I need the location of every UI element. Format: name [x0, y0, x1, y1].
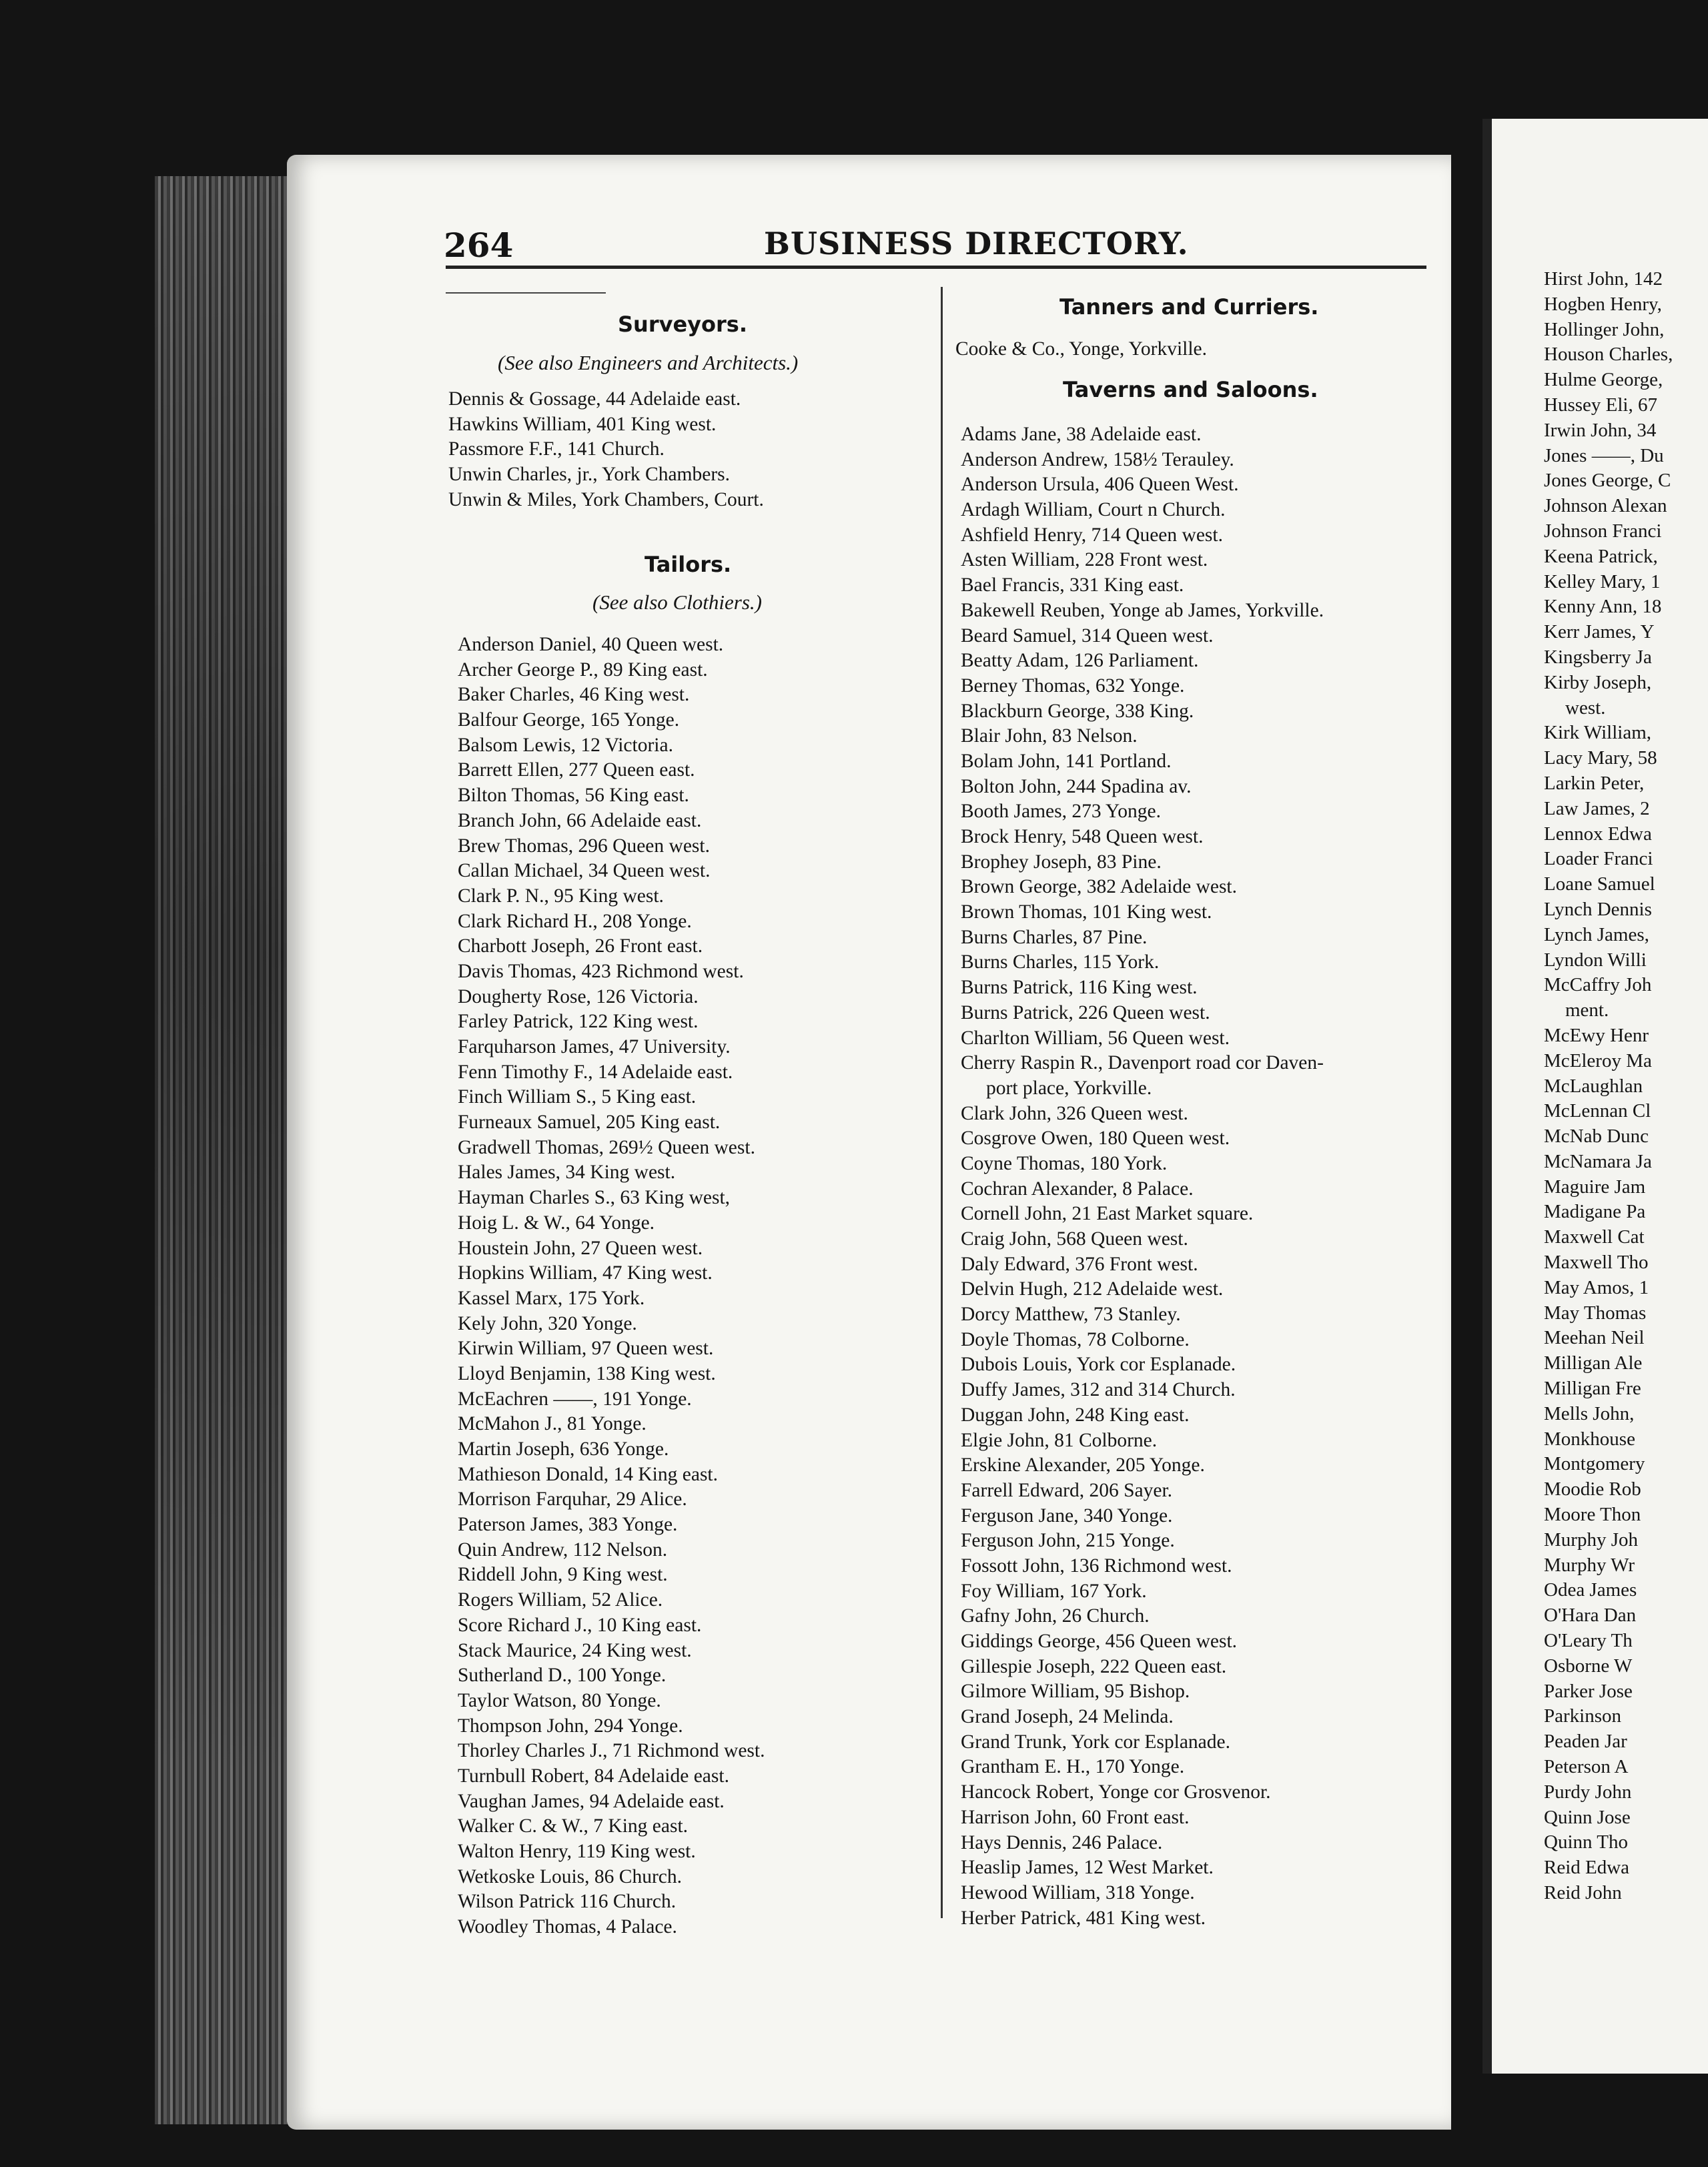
directory-entry: Baker Charles, 46 King west. [458, 684, 690, 706]
directory-entry: Loane Samuel [1544, 873, 1655, 895]
directory-entry: Thompson John, 294 Yonge. [458, 1715, 683, 1737]
directory-entry: Kirwin William, 97 Queen west. [458, 1338, 714, 1360]
directory-entry: Hays Dennis, 246 Palace. [961, 1831, 1163, 1853]
directory-entry: Coyne Thomas, 180 York. [961, 1152, 1168, 1174]
directory-entry: McNamara Ja [1544, 1150, 1652, 1172]
directory-entry: Wetkoske Louis, 86 Church. [458, 1865, 683, 1887]
directory-entry: Herber Patrick, 481 King west. [961, 1907, 1206, 1929]
directory-entry: Sutherland D., 100 Yonge. [458, 1665, 667, 1687]
directory-entry: Ferguson John, 215 Yonge. [961, 1530, 1175, 1552]
directory-entry: Riddell John, 9 King west. [458, 1564, 668, 1586]
directory-entry: Balsom Lewis, 12 Victoria. [458, 734, 673, 756]
directory-entry: Loader Franci [1544, 848, 1653, 870]
directory-entry: Parker Jose [1544, 1680, 1633, 1702]
directory-entry: Reid Edwa [1544, 1857, 1630, 1879]
directory-entry: Asten William, 228 Front west. [961, 549, 1208, 571]
directory-entry: Martin Joseph, 636 Yonge. [458, 1438, 669, 1460]
directory-entry: Callan Michael, 34 Queen west. [458, 860, 711, 882]
directory-entry: Maxwell Tho [1544, 1252, 1649, 1274]
directory-entry: McEleroy Ma [1544, 1049, 1652, 1071]
directory-entry: Booth James, 273 Yonge. [961, 801, 1161, 823]
section-heading-taverns: Taverns and Saloons. [1063, 377, 1318, 402]
directory-entry: Delvin Hugh, 212 Adelaide west. [961, 1278, 1224, 1300]
directory-entry: Quin Andrew, 112 Nelson. [458, 1539, 668, 1561]
directory-entry: Wilson Patrick 116 Church. [458, 1891, 677, 1913]
directory-entry: Hayman Charles S., 63 King west, [458, 1187, 731, 1209]
directory-entry: Burns Charles, 115 York. [961, 951, 1160, 973]
directory-entry: Kassel Marx, 175 York. [458, 1287, 645, 1309]
directory-entry: Kerr James, Y [1544, 621, 1655, 643]
directory-entry: Kelley Mary, 1 [1544, 570, 1661, 592]
section-heading-tanners: Tanners and Curriers. [1059, 294, 1319, 320]
directory-entry: Clark Richard H., 208 Yonge. [458, 910, 692, 932]
directory-entry: Kenny Ann, 18 [1544, 596, 1662, 618]
directory-entry: Gafny John, 26 Church. [961, 1605, 1150, 1627]
directory-entry: McEwy Henr [1544, 1024, 1649, 1046]
directory-entry: Thorley Charles J., 71 Richmond west. [458, 1740, 765, 1762]
directory-entry: Cherry Raspin R., Davenport road cor Daven- [961, 1052, 1324, 1074]
directory-entry: Lynch James, [1544, 923, 1649, 945]
directory-entry: Jones ——, Du [1544, 444, 1664, 466]
directory-entry: Davis Thomas, 423 Richmond west. [458, 960, 744, 982]
facing-page-fragment [1482, 119, 1708, 2074]
column-divider [941, 287, 943, 1918]
directory-entry: Fossott John, 136 Richmond west. [961, 1555, 1232, 1577]
directory-entry: Balfour George, 165 Yonge. [458, 709, 680, 731]
directory-entry: McMahon J., 81 Yonge. [458, 1413, 647, 1435]
directory-entry: Anderson Andrew, 158½ Terauley. [961, 448, 1234, 470]
directory-entry: Johnson Franci [1544, 520, 1662, 542]
directory-entry: Dorcy Matthew, 73 Stanley. [961, 1304, 1181, 1326]
directory-entry: Stack Maurice, 24 King west. [458, 1639, 692, 1661]
directory-entry: Brophey Joseph, 83 Pine. [961, 851, 1162, 873]
directory-entry: Doyle Thomas, 78 Colborne. [961, 1328, 1190, 1350]
directory-entry: Hancock Robert, Yonge cor Grosvenor. [961, 1781, 1271, 1803]
directory-entry: Hogben Henry, [1544, 293, 1662, 315]
directory-entry: ment. [1565, 999, 1609, 1021]
directory-entry: Daly Edward, 376 Front west. [961, 1253, 1198, 1275]
directory-entry: Maguire Jam [1544, 1176, 1646, 1198]
facing-page-list [1544, 267, 1673, 1906]
directory-entry: Osborne W [1544, 1655, 1633, 1677]
taverns-list [961, 422, 1324, 1931]
directory-entry: Maxwell Cat [1544, 1226, 1645, 1248]
directory-entry: Hales James, 34 King west. [458, 1162, 676, 1184]
directory-entry: west. [1565, 697, 1606, 719]
directory-entry: Clark John, 326 Queen west. [961, 1102, 1188, 1124]
directory-entry: McEachren ——, 191 Yonge. [458, 1388, 692, 1410]
directory-entry: Charbott Joseph, 26 Front east. [458, 935, 703, 957]
directory-entry: Branch John, 66 Adelaide east. [458, 809, 702, 831]
directory-entry: Giddings George, 456 Queen west. [961, 1631, 1238, 1652]
directory-entry: Cornell John, 21 East Market square. [961, 1203, 1254, 1225]
directory-entry: Murphy Joh [1544, 1529, 1638, 1551]
directory-entry: Monkhouse [1544, 1428, 1635, 1450]
directory-entry: Kely John, 320 Yonge. [458, 1312, 637, 1334]
directory-entry: Larkin Peter, [1544, 772, 1645, 794]
directory-entry: Duffy James, 312 and 314 Church. [961, 1379, 1236, 1401]
directory-entry: Cosgrove Owen, 180 Queen west. [961, 1128, 1230, 1150]
directory-entry: Purdy John [1544, 1781, 1632, 1803]
directory-entry: Grand Trunk, York cor Esplanade. [961, 1731, 1230, 1753]
directory-entry: Houstein John, 27 Queen west. [458, 1237, 703, 1259]
directory-entry: Passmore F.F., 141 Church. [448, 438, 665, 460]
directory-entry: Craig John, 568 Queen west. [961, 1228, 1188, 1250]
directory-entry: Gradwell Thomas, 269½ Queen west. [458, 1136, 755, 1158]
directory-entry: Woodley Thomas, 4 Palace. [458, 1916, 677, 1938]
directory-entry: Quinn Tho [1544, 1831, 1628, 1853]
directory-entry: Lyndon Willi [1544, 949, 1647, 971]
directory-entry: Hussey Eli, 67 [1544, 394, 1657, 416]
directory-entry: Montgomery [1544, 1453, 1645, 1475]
directory-entry: Taylor Watson, 80 Yonge. [458, 1689, 661, 1711]
page-number: 264 [444, 226, 514, 265]
directory-entry: Brown George, 382 Adelaide west. [961, 876, 1238, 898]
directory-entry: Hewood William, 318 Yonge. [961, 1881, 1195, 1903]
directory-entry: Hirst John, 142 [1544, 268, 1663, 290]
directory-entry: Odea James [1544, 1579, 1637, 1601]
directory-entry: Hulme George, [1544, 369, 1663, 391]
directory-entry: Walton Henry, 119 King west. [458, 1841, 696, 1862]
directory-entry: Finch William S., 5 King east. [458, 1086, 697, 1108]
directory-entry: Barrett Ellen, 277 Queen east. [458, 759, 695, 781]
directory-entry: Archer George P., 89 King east. [458, 659, 708, 681]
directory-entry: Erskine Alexander, 205 Yonge. [961, 1454, 1205, 1476]
directory-entry: O'Leary Th [1544, 1630, 1633, 1652]
directory-entry: Meehan Neil [1544, 1327, 1645, 1349]
directory-entry: Johnson Alexan [1544, 495, 1667, 517]
header-rule-short [446, 292, 606, 294]
directory-entry: Hawkins William, 401 King west. [448, 413, 717, 435]
directory-entry: Cochran Alexander, 8 Palace. [961, 1178, 1194, 1200]
directory-entry: Paterson James, 383 Yonge. [458, 1514, 678, 1536]
directory-entry: Charlton William, 56 Queen west. [961, 1027, 1230, 1049]
directory-entry: Foy William, 167 York. [961, 1580, 1147, 1602]
directory-entry: Farquharson James, 47 University. [458, 1036, 731, 1057]
directory-entry: Ardagh William, Court n Church. [961, 499, 1226, 521]
directory-entry: Gillespie Joseph, 222 Queen east. [961, 1655, 1227, 1677]
directory-entry: McCaffry Joh [1544, 974, 1652, 996]
directory-entry: Lennox Edwa [1544, 823, 1652, 845]
directory-entry: Mells John, [1544, 1402, 1635, 1424]
directory-entry: McLaughlan [1544, 1075, 1643, 1097]
directory-entry: Ferguson Jane, 340 Yonge. [961, 1504, 1173, 1527]
directory-entry: Berney Thomas, 632 Yonge. [961, 675, 1185, 697]
directory-entry: Unwin Charles, jr., York Chambers. [448, 464, 731, 486]
directory-entry: Murphy Wr [1544, 1554, 1635, 1576]
directory-entry: McLennan Cl [1544, 1100, 1651, 1122]
directory-entry: Mathieson Donald, 14 King east. [458, 1463, 718, 1485]
directory-entry: Kirby Joseph, [1544, 671, 1652, 693]
directory-entry: Blackburn George, 338 King. [961, 700, 1194, 722]
directory-entry: Harrison John, 60 Front east. [961, 1806, 1190, 1828]
directory-entry: Hollinger John, [1544, 318, 1665, 340]
directory-entry: Adams Jane, 38 Adelaide east. [961, 424, 1202, 445]
directory-entry: Reid John [1544, 1882, 1622, 1903]
directory-entry: Milligan Ale [1544, 1352, 1643, 1374]
see-also-surveyors: (See also Engineers and Architects.) [498, 351, 799, 374]
directory-entry: Brew Thomas, 296 Queen west. [458, 835, 710, 857]
directory-entry: Grantham E. H., 170 Yonge. [961, 1756, 1185, 1778]
directory-entry: Kirk William, [1544, 722, 1652, 744]
directory-entry: McNab Dunc [1544, 1126, 1649, 1148]
directory-entry: Gilmore William, 95 Bishop. [961, 1681, 1190, 1703]
directory-entry: Duggan John, 248 King east. [961, 1404, 1190, 1426]
directory-entry: Farley Patrick, 122 King west. [458, 1011, 699, 1033]
directory-entry: Burns Patrick, 116 King west. [961, 977, 1198, 999]
directory-entry: Peaden Jar [1544, 1731, 1627, 1753]
section-heading-surveyors: Surveyors. [618, 312, 747, 337]
directory-entry: Furneaux Samuel, 205 King east. [458, 1112, 721, 1134]
directory-entry: Beatty Adam, 126 Parliament. [961, 650, 1199, 672]
directory-entry: Ashfield Henry, 714 Queen west. [961, 524, 1223, 546]
directory-entry: Bakewell Reuben, Yonge ab James, Yorkville. [961, 599, 1324, 621]
directory-entry: Farrell Edward, 206 Sayer. [961, 1479, 1173, 1501]
tailors-list [458, 632, 765, 1940]
directory-entry: Lloyd Benjamin, 138 King west. [458, 1362, 716, 1384]
directory-entry: Irwin John, 34 [1544, 419, 1657, 441]
directory-entry: port place, Yorkville. [986, 1077, 1152, 1099]
directory-entry: Fenn Timothy F., 14 Adelaide east. [458, 1061, 733, 1083]
directory-entry: Cooke & Co., Yonge, Yorkville. [955, 338, 1208, 360]
directory-entry: Law James, 2 [1544, 797, 1650, 819]
see-also-tailors: (See also Clothiers.) [592, 590, 762, 614]
directory-entry: Parkinson [1544, 1705, 1621, 1727]
tanners-list [955, 337, 1207, 362]
directory-entry: Morrison Farquhar, 29 Alice. [458, 1488, 687, 1510]
directory-entry: Turnbull Robert, 84 Adelaide east. [458, 1765, 729, 1787]
directory-entry: Peterson A [1544, 1756, 1629, 1778]
directory-entry: O'Hara Dan [1544, 1605, 1637, 1627]
directory-entry: Burns Patrick, 226 Queen west. [961, 1001, 1210, 1023]
directory-entry: Houson Charles, [1544, 344, 1673, 366]
directory-entry: Burns Charles, 87 Pine. [961, 926, 1148, 948]
section-heading-tailors: Tailors. [645, 552, 732, 577]
directory-entry: Hoig L. & W., 64 Yonge. [458, 1212, 655, 1234]
directory-entry: Hopkins William, 47 King west. [458, 1262, 713, 1284]
directory-entry: Kingsberry Ja [1544, 646, 1652, 668]
directory-entry: Lacy Mary, 58 [1544, 747, 1657, 769]
directory-entry: Bael Francis, 331 King east. [961, 574, 1184, 596]
directory-entry: Score Richard J., 10 King east. [458, 1614, 702, 1636]
directory-entry: Beard Samuel, 314 Queen west. [961, 624, 1214, 646]
directory-entry: Jones George, C [1544, 470, 1671, 492]
directory-entry: Anderson Daniel, 40 Queen west. [458, 634, 724, 655]
directory-entry: Moodie Rob [1544, 1478, 1641, 1500]
directory-entry: Quinn Jose [1544, 1806, 1631, 1828]
directory-entry: Rogers William, 52 Alice. [458, 1589, 663, 1611]
directory-entry: Dougherty Rose, 126 Victoria. [458, 985, 699, 1007]
directory-entry: Unwin & Miles, York Chambers, Court. [448, 488, 764, 510]
header-rule [446, 266, 1426, 269]
directory-entry: Dennis & Gossage, 44 Adelaide east. [448, 388, 741, 410]
directory-entry: Bolton John, 244 Spadina av. [961, 775, 1192, 797]
directory-entry: Keena Patrick, [1544, 545, 1658, 567]
running-title: BUSINESS DIRECTORY. [764, 226, 1189, 262]
directory-entry: Grand Joseph, 24 Melinda. [961, 1706, 1174, 1728]
directory-entry: Walker C. & W., 7 King east. [458, 1815, 689, 1837]
directory-entry: Anderson Ursula, 406 Queen West. [961, 474, 1239, 496]
directory-entry: Blair John, 83 Nelson. [961, 725, 1138, 747]
directory-entry: May Thomas [1544, 1302, 1647, 1324]
directory-entry: Vaughan James, 94 Adelaide east. [458, 1790, 725, 1812]
directory-entry: Clark P. N., 95 King west. [458, 885, 664, 907]
directory-entry: Milligan Fre [1544, 1378, 1641, 1400]
directory-entry: May Amos, 1 [1544, 1276, 1649, 1298]
directory-entry: Brown Thomas, 101 King west. [961, 901, 1212, 923]
directory-entry: Madigane Pa [1544, 1201, 1646, 1223]
directory-entry: Heaslip James, 12 West Market. [961, 1857, 1214, 1879]
directory-entry: Elgie John, 81 Colborne. [961, 1429, 1158, 1451]
surveyors-list [448, 387, 764, 512]
directory-entry: Brock Henry, 548 Queen west. [961, 826, 1204, 847]
directory-entry: Lynch Dennis [1544, 898, 1652, 920]
directory-entry: Bilton Thomas, 56 King east. [458, 785, 689, 807]
directory-entry: Bolam John, 141 Portland. [961, 750, 1172, 772]
directory-entry: Dubois Louis, York cor Esplanade. [961, 1354, 1236, 1376]
directory-entry: Moore Thon [1544, 1504, 1641, 1526]
